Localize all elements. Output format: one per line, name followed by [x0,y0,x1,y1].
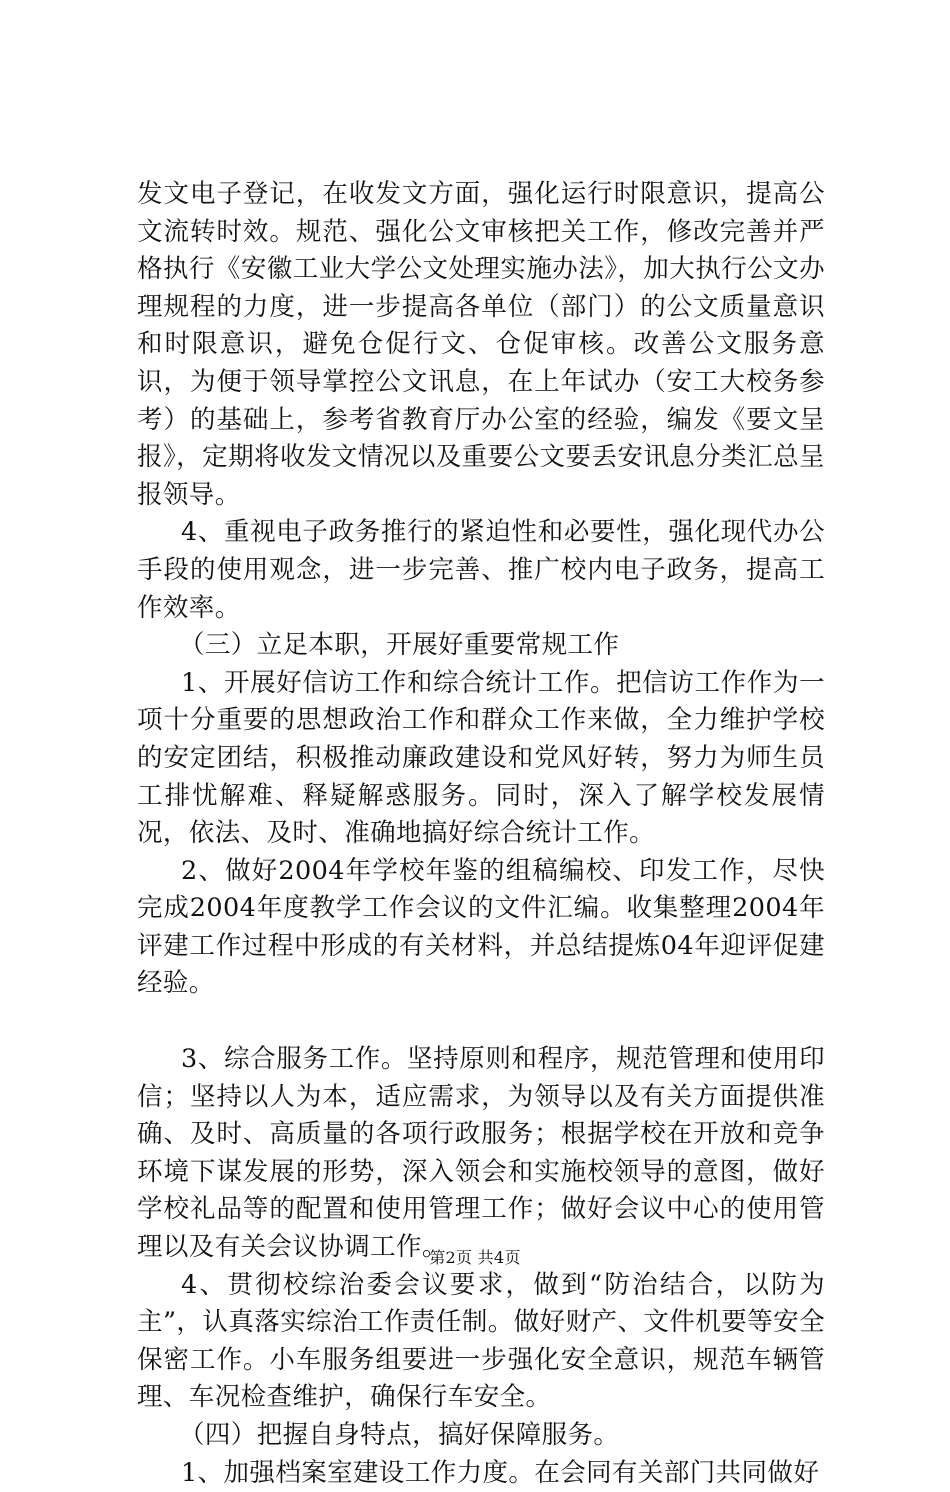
section-heading-4: （四）把握自身特点，搞好保障服务。 [179,1420,620,1450]
section-heading-3: （三）立足本职，开展好重要常规工作 [179,630,620,661]
paragraph-archives: 1、加强档案室建设工作力度。在会同有关部门共同做好 [181,1457,820,1488]
paragraph-gap [137,1003,825,1041]
paragraph-general-services: 3、综合服务工作。坚持原则和程序，规范管理和使用印信；坚持以人为本，适应需求，为领导以及有关方面提供准确、及时、高质量的各项行政服务；根据学校在开放和竞争环境下谋发展的形势，深入领会和实施校领导的意图，做好学校礼品等的配置和使用管理工作；做好会议中心的使用管理以及有关会议协调工作。 [137,1044,825,1263]
paragraph-security: 4、贯彻校综治委会议要求，做到“防治结合，以防为主”，认真落实综治工作责任制。做好财产、文件机要等安全保密工作。小车服务组要进一步强化安全意识，规范车辆管理、车况检查维护，确保行车安全。 [137,1269,825,1413]
paragraph-petition-statistics: 1、开展好信访工作和综合统计工作。把信访工作作为一项十分重要的思想政治工作和群众工作来做，全力维护学校的安定团结，积极推动廉政建设和党风好转，努力为师生员工排忧解难、释疑解惑服务。同时，深入了解学校发展情况，依法、及时、准确地搞好综合统计工作。 [137,667,825,849]
paragraph-e-government: 4、重视电子政务推行的紧迫性和必要性，强化现代办公手段的使用观念，进一步完善、推广校内电子政务，提高工作效率。 [137,517,825,623]
document-body [137,176,825,1492]
paragraph-yearbook: 2、做好2004年学校年鉴的组稿编校、印发工作，尽快完成2004年度教学工作会议的文件汇编。收集整理2004年评建工作过程中形成的有关材料，并总结提炼04年迎评促建经验。 [137,855,825,999]
paragraph-document-processing: 发文电子登记，在收发文方面，强化运行时限意识，提高公文流转时效。规范、强化公文审核把关工作，修改完善并严格执行《安徽工业大学公文处理实施办法》，加大执行公文办理规程的力度，进一步提高各单位（部门）的公文质量意识和时限意识，避免仓促行文、仓促审核。改善公文服务意识，为便于领导掌控公文讯息，在上年试办（安工大校务参考）的基础上，参考省教育厅办公室的经验，编发《要文呈报》，定期将收发文情况以及重要公文要丢安讯息分类汇总呈报领导。 [137,179,825,510]
page-footer: 第2页 共4页 [429,1248,521,1267]
